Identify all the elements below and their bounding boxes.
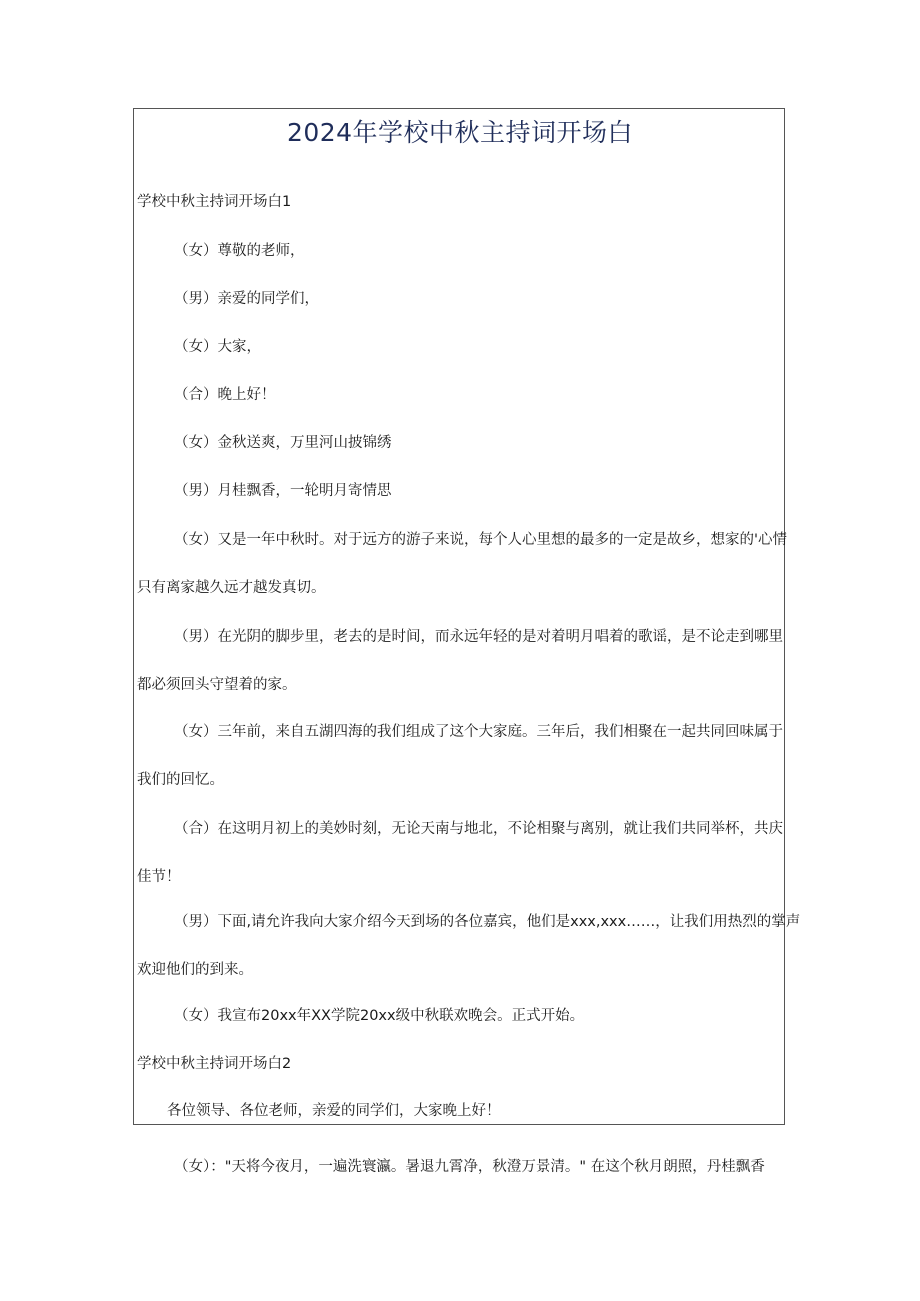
section-heading-1: 学校中秋主持词开场白1 <box>137 194 292 210</box>
paragraph-continuation: 我们的回忆。 <box>137 772 224 788</box>
paragraph-line: （男）在光阴的脚步里，老去的是时间，而永远年轻的是对着明月唱着的歌谣，是不论走到哪里 <box>174 629 783 645</box>
paragraph-line: （合）在这明月初上的美妙时刻，无论天南与地北，不论相聚与离别，就让我们共同举杯，共庆 <box>174 821 783 837</box>
paragraph-line: （女）尊敬的老师， <box>174 243 305 259</box>
paragraph-continuation: 只有离家越久远才越发真切。 <box>137 580 326 596</box>
paragraph-line: （女）三年前，来自五湖四海的我们组成了这个大家庭。三年后，我们相聚在一起共同回味属于 <box>174 724 783 740</box>
paragraph-line: （女）又是一年中秋时。对于远方的游子来说，每个人心里想的最多的一定是故乡，想家的'心情 <box>174 532 787 548</box>
paragraph-line: （女）大家， <box>174 339 261 355</box>
paragraph-continuation: 都必须回头守望着的家。 <box>137 677 297 693</box>
section-heading-2: 学校中秋主持词开场白2 <box>137 1056 292 1072</box>
paragraph-line-outside-frame: （女）："天将今夜月，一遍洗寰瀛。暑退九霄净，秋澄万景清。" 在这个秋月朗照，丹桂飘香 <box>174 1159 765 1175</box>
paragraph-line: （女）我宣布20xx年XX学院20xx级中秋联欢晚会。正式开始。 <box>174 1008 585 1024</box>
document-title: 2024年学校中秋主持词开场白 <box>286 118 634 147</box>
paragraph-line: （女）金秋送爽，万里河山披锦绣 <box>174 435 392 451</box>
paragraph-line: （男）亲爱的同学们， <box>174 291 319 307</box>
paragraph-line: 各位领导、各位老师，亲爱的同学们，大家晚上好！ <box>167 1103 501 1119</box>
paragraph-line: （男）月桂飘香，一轮明月寄情思 <box>174 483 392 499</box>
paragraph-continuation: 佳节！ <box>137 869 181 885</box>
paragraph-continuation: 欢迎他们的到来。 <box>137 962 253 978</box>
paragraph-line: （男）下面,请允许我向大家介绍今天到场的各位嘉宾，他们是xxx,xxx……，让我们用热烈的掌声 <box>174 914 801 930</box>
paragraph-line: （合）晚上好！ <box>174 387 276 403</box>
